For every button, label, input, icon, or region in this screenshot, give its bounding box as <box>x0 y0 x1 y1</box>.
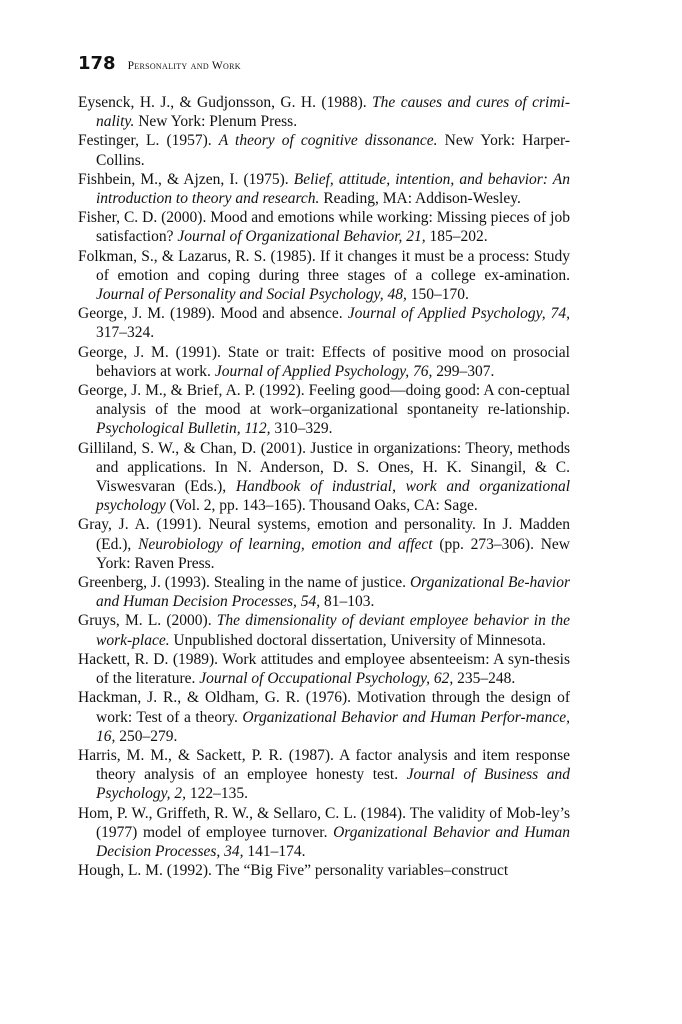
reference-title: Journal of Business and Psychology, 2, <box>96 766 570 803</box>
reference-title: Neurobiology of learning, emotion and affect <box>138 535 433 553</box>
reference-text: 81–103. <box>320 593 375 611</box>
reference-title: Journal of Applied Psychology, 74, <box>347 305 570 323</box>
reference-entry <box>78 343 570 381</box>
reference-entry <box>78 439 570 516</box>
reference-text: Gruys, M. L. (2000). <box>78 612 217 630</box>
reference-text: 185–202. <box>425 228 488 246</box>
reference-text: George, J. M. (1989). Mood and absence. <box>78 305 348 323</box>
reference-text: Unpublished doctoral dissertation, University of Minnesota. <box>169 631 546 649</box>
reference-text: Folkman, S., & Lazarus, R. S. (1985). If it changes it must be a process: Study of emotion and coping during three stages of a college ex-amination. <box>78 247 570 284</box>
reference-entry <box>78 208 570 246</box>
reference-title: Organizational Behavior and Human Perfor-mance, 16, <box>96 708 570 745</box>
reference-text: (Vol. 2, pp. 143–165). Thousand Oaks, CA: Sage. <box>165 497 478 515</box>
reference-title: Belief, attitude, intention, and behavior: An introduction to theory and research. <box>96 170 571 208</box>
reference-entry <box>78 804 570 862</box>
reference-text: Gilliland, S. W., & Chan, D. (2001). Justice in organizations: Theory, methods and applications. In N. Anderson, D. S. Ones, H. K. Sinangil, & C. Viswesvaran (Eds.), <box>78 439 570 496</box>
reference-title: Journal of Organizational Behavior, 21, <box>177 228 426 246</box>
reference-text: 317–324. <box>96 324 155 342</box>
reference-text: Hough, L. M. (1992). The “Big Five” personality variables–construct <box>78 862 509 880</box>
reference-text: Gray, J. A. (1991). Neural systems, emotion and personality. In J. Madden (Ed.), <box>78 516 570 553</box>
page-number: 178 <box>78 53 116 74</box>
reference-text: George, J. M., & Brief, A. P. (1992). Feeling good—doing good: A con-ceptual analysis of the mood at work–organizational spontaneity re-lationship. <box>78 382 570 419</box>
reference-text: New York: Harper-Collins. <box>96 132 571 169</box>
reference-entry <box>78 573 570 611</box>
reference-text: (pp. 273–306). New York: Raven Press. <box>96 535 571 572</box>
reference-text: Hom, P. W., Griffeth, R. W., & Sellaro, C. L. (1984). The validity of Mob-ley’s (1977) model of employee turnover. <box>78 804 570 841</box>
reference-title: Journal of Applied Psychology, 76, <box>214 362 433 380</box>
reference-title: Psychological Bulletin, 112, <box>96 420 271 438</box>
reference-text: Eysenck, H. J., & Gudjonsson, G. H. (1988). <box>78 94 373 111</box>
reference-text: Hackett, R. D. (1989). Work attitudes and employee absenteeism: A syn-thesis of the literature. <box>78 650 570 688</box>
reference-text: 122–135. <box>185 785 248 803</box>
reference-text: New York: Plenum Press. <box>134 113 298 131</box>
reference-text: 235–248. <box>453 670 516 688</box>
reference-entry <box>78 688 570 746</box>
running-head: Personality and Work <box>127 60 241 72</box>
reference-entry <box>78 861 570 880</box>
reference-text: George, J. M. (1991). State or trait: Effects of positive mood on prosocial behaviors at work. <box>78 343 570 380</box>
reference-title: Journal of Personality and Social Psychology, 48, <box>96 286 407 304</box>
reference-title: The dimensionality of deviant employee behavior in the work-place. <box>96 612 570 649</box>
reference-text: Reading, MA: Addison-Wesley. <box>319 190 521 208</box>
reference-text: Fishbein, M., & Ajzen, I. (1975). <box>78 170 294 188</box>
reference-title: Organizational Behavior and Human Decision Processes, 34, <box>96 823 570 860</box>
reference-entry <box>78 381 570 439</box>
reference-title: The causes and cures of crimi-nality. <box>96 94 570 131</box>
page-header <box>78 53 241 75</box>
reference-text: Harris, M. M., & Sackett, P. R. (1987). A factor analysis and item response theory analysis of an employee honesty test. <box>78 746 570 784</box>
reference-entry <box>78 515 570 573</box>
reference-text: 310–329. <box>270 420 333 438</box>
reference-entry <box>78 131 570 169</box>
reference-list <box>78 93 570 880</box>
reference-entry <box>78 247 570 305</box>
reference-text: Festinger, L. (1957). <box>78 132 219 150</box>
reference-entry <box>78 611 570 649</box>
reference-text: 299–307. <box>432 362 495 380</box>
reference-text: Hackman, J. R., & Oldham, G. R. (1976). Motivation through the design of work: Test of a theory. <box>78 689 570 726</box>
reference-text: Greenberg, J. (1993). Stealing in the name of justice. <box>78 574 410 592</box>
reference-entry <box>78 304 570 342</box>
reference-entry <box>78 170 570 208</box>
reference-entry <box>78 650 570 688</box>
reference-text: Fisher, C. D. (2000). Mood and emotions while working: Missing pieces of job satisfaction? <box>78 209 570 246</box>
reference-title: A theory of cognitive dissonance. <box>218 132 438 150</box>
reference-text: 150–170. <box>406 286 469 304</box>
reference-entry <box>78 93 570 131</box>
reference-title: Organizational Be-havior and Human Decision Processes, 54, <box>96 574 570 611</box>
reference-text: 250–279. <box>115 727 178 745</box>
reference-title: Journal of Occupational Psychology, 62, <box>199 670 454 688</box>
reference-entry <box>78 746 570 804</box>
reference-title: Handbook of industrial, work and organizational psychology <box>96 478 571 515</box>
reference-text: 141–174. <box>243 842 306 860</box>
